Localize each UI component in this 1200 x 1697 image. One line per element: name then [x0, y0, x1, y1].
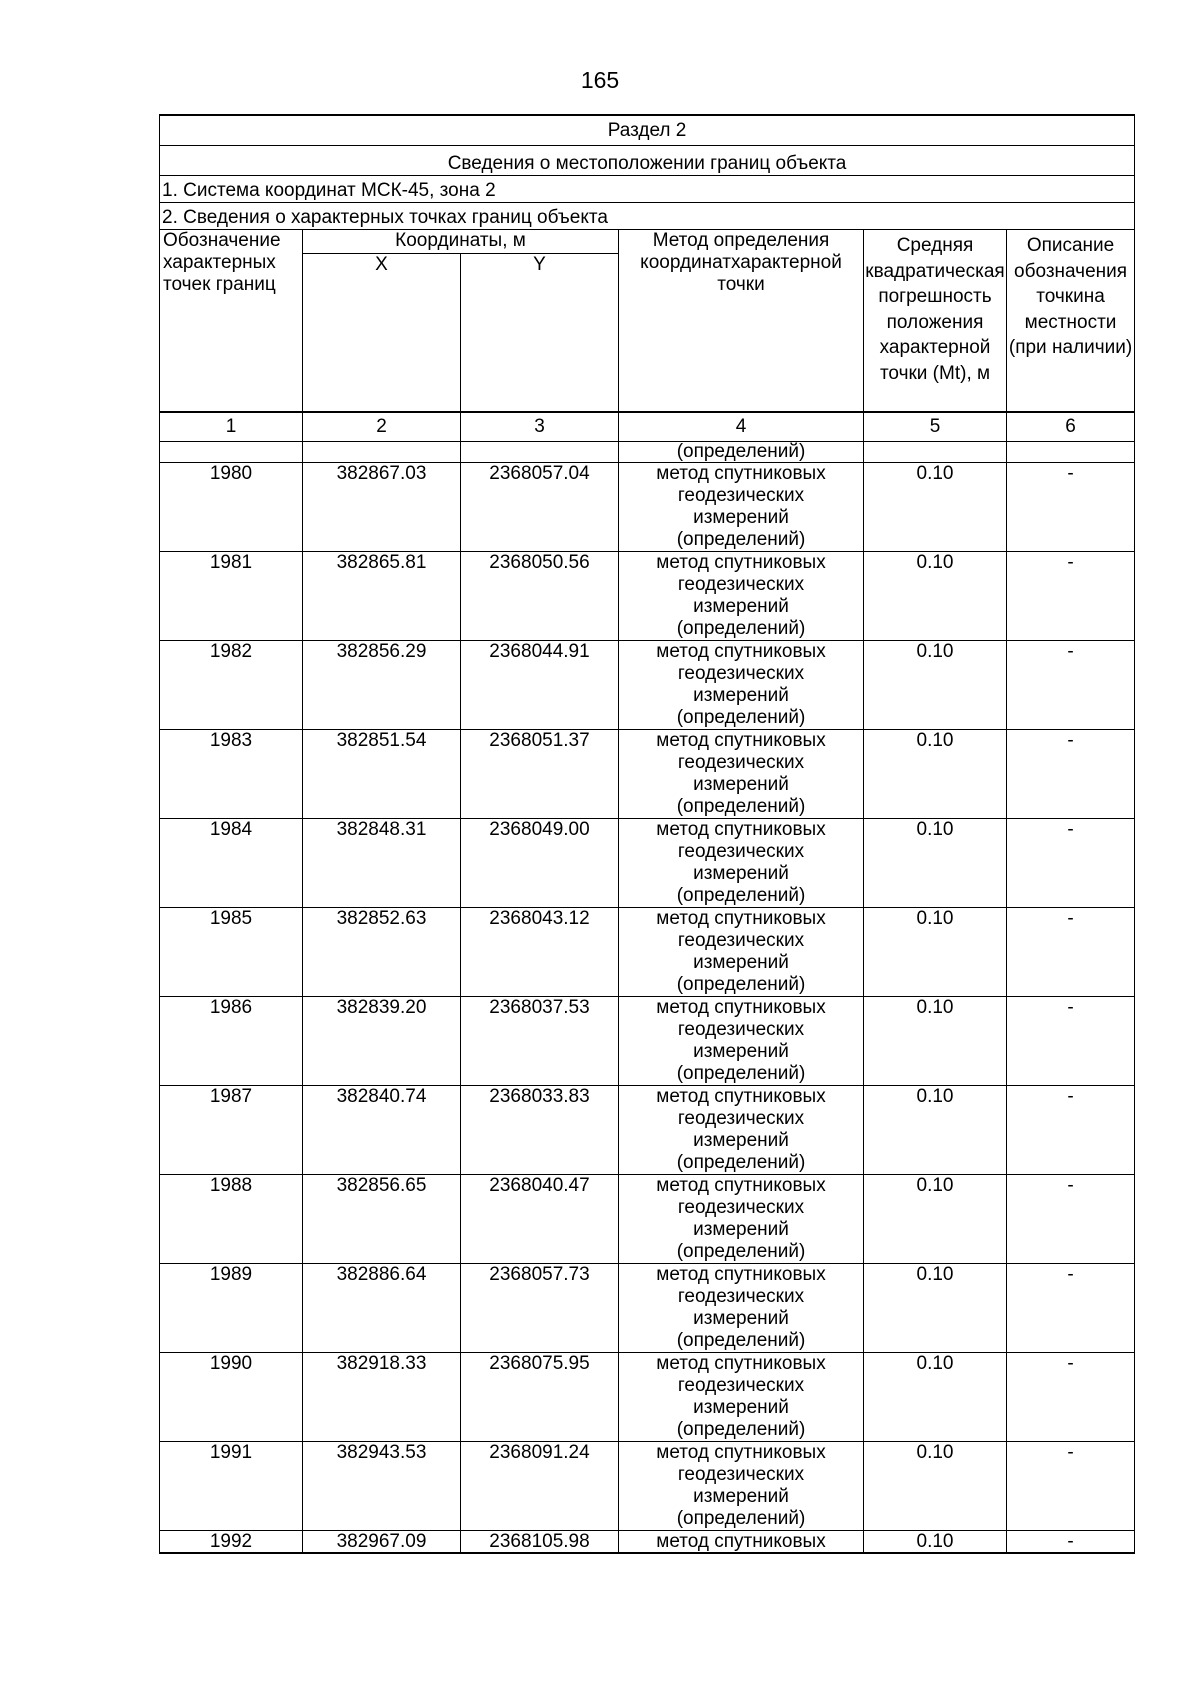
point-id: 1989: [160, 1264, 303, 1353]
section-title: Раздел 2: [160, 115, 1135, 146]
header-description: Описание обозначения точкина местности (при наличии): [1007, 230, 1135, 413]
mean-error: 0.10: [864, 1353, 1007, 1442]
coord-x: 382856.65: [303, 1175, 461, 1264]
coord-x: 382851.54: [303, 730, 461, 819]
header-point-designation: Обозначение характерных точек границ: [160, 230, 303, 413]
method-line: измерений: [693, 1397, 789, 1418]
method-line: метод спутниковых: [656, 463, 826, 484]
coord-y: 2368075.95: [461, 1353, 619, 1442]
method-cell: [619, 730, 864, 819]
column-number: 1: [160, 412, 303, 442]
method-line: метод спутниковых: [656, 1175, 826, 1196]
header-y: Y: [461, 254, 619, 413]
method-cell: [619, 1086, 864, 1175]
table-row: [160, 908, 1135, 997]
method-line: метод спутниковых: [656, 908, 826, 929]
mean-error: 0.10: [864, 1442, 1007, 1531]
coordinates-table: [159, 114, 1135, 1554]
mean-error: 0.10: [864, 552, 1007, 641]
point-id: 1980: [160, 463, 303, 552]
table-row: [160, 997, 1135, 1086]
method-line: геодезических: [677, 1286, 805, 1307]
table-row: [160, 1175, 1135, 1264]
method-line: измерений: [693, 1130, 789, 1151]
method-line: геодезических: [677, 574, 805, 595]
method-cell: метод спутниковых: [619, 1531, 864, 1554]
mean-error: 0.10: [864, 641, 1007, 730]
method-line: метод спутниковых: [656, 819, 826, 840]
coord-x: 382943.53: [303, 1442, 461, 1531]
coord-y: 2368044.91: [461, 641, 619, 730]
empty-cell: [1007, 442, 1135, 463]
empty-cell: [864, 442, 1007, 463]
column-number-row: [160, 412, 1135, 442]
method-line: (определений): [676, 1241, 806, 1262]
header-coordinates: Координаты, м: [303, 230, 619, 254]
coord-x: 382848.31: [303, 819, 461, 908]
coord-x: 382839.20: [303, 997, 461, 1086]
method-line: измерений: [693, 952, 789, 973]
mean-error: 0.10: [864, 1531, 1007, 1554]
method-line: геодезических: [677, 1464, 805, 1485]
coord-x: 382918.33: [303, 1353, 461, 1442]
description: -: [1007, 997, 1135, 1086]
method-line: метод спутниковых: [656, 641, 826, 662]
method-line: геодезических: [677, 930, 805, 951]
method-line: измерений: [693, 1219, 789, 1240]
method-line: (определений): [676, 974, 806, 995]
point-id: 1985: [160, 908, 303, 997]
method-line: геодезических: [677, 1197, 805, 1218]
table-row: [160, 641, 1135, 730]
table-row: [160, 1442, 1135, 1531]
coord-y: 2368043.12: [461, 908, 619, 997]
method-line: геодезических: [677, 1108, 805, 1129]
coord-x: 382856.29: [303, 641, 461, 730]
description: -: [1007, 819, 1135, 908]
coord-x: 382865.81: [303, 552, 461, 641]
continued-row: [160, 442, 1135, 463]
description: -: [1007, 1353, 1135, 1442]
continued-method-text: (определений): [619, 442, 864, 463]
empty-cell: [160, 442, 303, 463]
coord-y: 2368057.73: [461, 1264, 619, 1353]
method-line: измерений: [693, 1486, 789, 1507]
table-title: Сведения о местоположении границ объекта: [160, 146, 1135, 176]
method-line: измерений: [693, 1041, 789, 1062]
table-row: [160, 1531, 1135, 1554]
method-line: геодезических: [677, 841, 805, 862]
method-line: (определений): [676, 1508, 806, 1529]
point-id: 1987: [160, 1086, 303, 1175]
column-number: 2: [303, 412, 461, 442]
coordinate-system-line: 1. Система координат МСК-45, зона 2: [160, 176, 1135, 203]
method-line: (определений): [676, 529, 806, 550]
coord-x: 382867.03: [303, 463, 461, 552]
mean-error: 0.10: [864, 1264, 1007, 1353]
coord-x: 382852.63: [303, 908, 461, 997]
column-number: 5: [864, 412, 1007, 442]
table-row: [160, 1353, 1135, 1442]
coord-y: 2368049.00: [461, 819, 619, 908]
point-id: 1983: [160, 730, 303, 819]
description: -: [1007, 1531, 1135, 1554]
mean-error: 0.10: [864, 819, 1007, 908]
column-number: 4: [619, 412, 864, 442]
column-number: 6: [1007, 412, 1135, 442]
method-line: метод спутниковых: [656, 552, 826, 573]
method-line: (определений): [676, 618, 806, 639]
mean-error: 0.10: [864, 997, 1007, 1086]
description: -: [1007, 1086, 1135, 1175]
header-x: X: [303, 254, 461, 413]
description: -: [1007, 463, 1135, 552]
description: -: [1007, 1442, 1135, 1531]
method-line: (определений): [676, 1063, 806, 1084]
method-line: метод спутниковых: [656, 1086, 826, 1107]
method-line: (определений): [676, 885, 806, 906]
coord-y: 2368051.37: [461, 730, 619, 819]
header-mean-error: Средняя квадратическая погрешность положения характерной точки (Mt), м: [864, 230, 1007, 413]
mean-error: 0.10: [864, 908, 1007, 997]
coord-y: 2368105.98: [461, 1531, 619, 1554]
coord-y: 2368040.47: [461, 1175, 619, 1264]
empty-cell: [461, 442, 619, 463]
method-line: измерений: [693, 685, 789, 706]
method-cell: [619, 1264, 864, 1353]
method-line: (определений): [676, 1152, 806, 1173]
coord-x: 382840.74: [303, 1086, 461, 1175]
method-line: (определений): [676, 1419, 806, 1440]
method-line: метод спутниковых: [656, 997, 826, 1018]
point-id: 1991: [160, 1442, 303, 1531]
method-cell: [619, 908, 864, 997]
table-row: [160, 463, 1135, 552]
coord-y: 2368037.53: [461, 997, 619, 1086]
method-cell: [619, 463, 864, 552]
method-line: геодезических: [677, 485, 805, 506]
point-id: 1986: [160, 997, 303, 1086]
table-row: [160, 552, 1135, 641]
point-id: 1982: [160, 641, 303, 730]
method-line: метод спутниковых: [656, 730, 826, 751]
mean-error: 0.10: [864, 1086, 1007, 1175]
coord-y: 2368050.56: [461, 552, 619, 641]
point-id: 1988: [160, 1175, 303, 1264]
method-line: (определений): [676, 1330, 806, 1351]
method-line: метод спутниковых: [656, 1353, 826, 1374]
coord-x: 382967.09: [303, 1531, 461, 1554]
coord-x: 382886.64: [303, 1264, 461, 1353]
method-cell: [619, 997, 864, 1086]
empty-cell: [303, 442, 461, 463]
method-cell: [619, 1175, 864, 1264]
method-line: измерений: [693, 774, 789, 795]
method-line: метод спутниковых: [656, 1264, 826, 1285]
method-line: измерений: [693, 507, 789, 528]
description: -: [1007, 641, 1135, 730]
description: -: [1007, 1175, 1135, 1264]
method-cell: [619, 819, 864, 908]
method-line: измерений: [693, 596, 789, 617]
description: -: [1007, 552, 1135, 641]
header-method: Метод определения координатхарактерной точки: [619, 230, 864, 413]
coord-y: 2368033.83: [461, 1086, 619, 1175]
coord-y: 2368091.24: [461, 1442, 619, 1531]
method-line: измерений: [693, 1308, 789, 1329]
method-cell: [619, 1353, 864, 1442]
method-cell: [619, 552, 864, 641]
mean-error: 0.10: [864, 463, 1007, 552]
method-line: геодезических: [677, 1375, 805, 1396]
mean-error: 0.10: [864, 1175, 1007, 1264]
method-line: геодезических: [677, 752, 805, 773]
points-info-line: 2. Сведения о характерных точках границ объекта: [160, 203, 1135, 230]
table-row: [160, 819, 1135, 908]
point-id: 1992: [160, 1531, 303, 1554]
coord-y: 2368057.04: [461, 463, 619, 552]
method-cell: [619, 641, 864, 730]
table-row: [160, 1086, 1135, 1175]
method-cell: [619, 1442, 864, 1531]
method-line: геодезических: [677, 1019, 805, 1040]
method-line: геодезических: [677, 663, 805, 684]
method-line: измерений: [693, 863, 789, 884]
description: -: [1007, 908, 1135, 997]
table-row: [160, 730, 1135, 819]
point-id: 1984: [160, 819, 303, 908]
mean-error: 0.10: [864, 730, 1007, 819]
column-number: 3: [461, 412, 619, 442]
point-id: 1981: [160, 552, 303, 641]
page-number: 165: [580, 67, 620, 93]
method-line: (определений): [676, 796, 806, 817]
method-line: метод спутниковых: [656, 1442, 826, 1463]
description: -: [1007, 1264, 1135, 1353]
table-row: [160, 1264, 1135, 1353]
method-line: (определений): [676, 707, 806, 728]
point-id: 1990: [160, 1353, 303, 1442]
description: -: [1007, 730, 1135, 819]
